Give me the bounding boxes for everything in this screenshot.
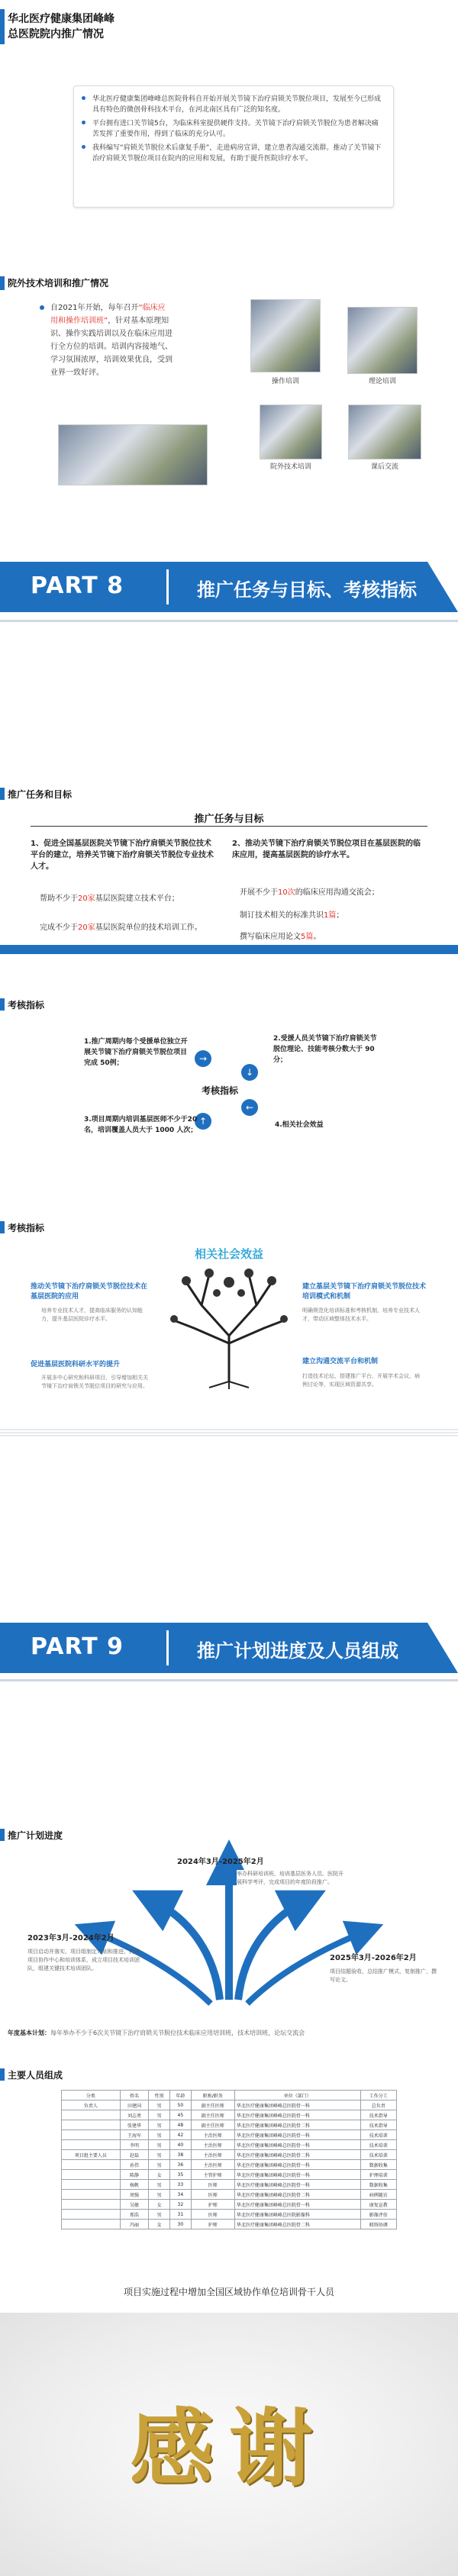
table-cell: 周强 — [120, 2190, 149, 2200]
part9-underline — [0, 1679, 458, 1681]
table-cell: 陈静 — [120, 2170, 149, 2180]
table-cell: 主治医师 — [191, 2150, 234, 2160]
table-header-row — [62, 2091, 397, 2100]
intro-bullet-1: 华北医疗健康集团峰峰总医院骨科自开始开展关节镜下治疗肩锁关节脱位项目，发展至今已形成具有特色的微创骨科技术平台，在河北南区具有广泛的知名度。 — [92, 95, 382, 114]
table-header-cell: 姓名 — [120, 2091, 149, 2100]
table-cell: 冯丽 — [120, 2220, 149, 2229]
table-cell: 医师 — [191, 2210, 234, 2220]
benefit-left1-text: 培养专业技术人才，提高临床服务的认知能力，提升基层医院诊疗水平。 — [41, 1307, 143, 1322]
caption-operation-training: 操作培训 — [271, 378, 299, 385]
plan-annual — [8, 2029, 450, 2037]
table-cell: 医师 — [191, 2180, 234, 2190]
benefit-section-title: 考核指标 — [8, 1223, 45, 1233]
table-cell: 李明 — [120, 2140, 149, 2150]
table-cell: 男 — [149, 2130, 170, 2140]
plan-annual-label: 年度基本计划： — [8, 2030, 50, 2036]
goals-right-item-2 — [240, 908, 431, 920]
members-table-body — [62, 2100, 397, 2229]
table-cell: 45 — [169, 2110, 191, 2120]
table-cell: 主管护师 — [191, 2170, 234, 2180]
section-accent-bar — [0, 998, 5, 1011]
tree-canopy — [174, 1275, 284, 1381]
table-cell: 男 — [149, 2190, 170, 2200]
goals-right-item-3-post: 。 — [313, 933, 321, 941]
benefit-right2-text: 打造技术论坛，搭建推广平台，开展学术会议，病例讨论等，实现区域资源共享。 — [302, 1373, 420, 1388]
table-header-cell: 工作分工 — [360, 2091, 396, 2100]
goals-left-item-1-pre: 帮助不少于 — [40, 895, 78, 903]
arrow-left-icon: ← — [241, 1099, 258, 1116]
table-cell: 副主任医师 — [191, 2120, 234, 2130]
table-cell: 华北医疗健康集团峰峰总医院骨二科 — [234, 2220, 360, 2229]
table-cell: 主治医师 — [191, 2160, 234, 2170]
tree-illustration — [163, 1259, 295, 1389]
caption-theory-training: 理论培训 — [368, 378, 396, 385]
assess-item-4: 4.相关社会效益 — [275, 1121, 324, 1129]
training-text-highlight: “临床应用和操作培训班” — [50, 304, 166, 325]
goals-left-item-2-post: 基层医院单位的技术培训工作。 — [95, 924, 202, 932]
table-header-cell: 职称/职务 — [191, 2091, 234, 2100]
plan-left-period: 2023年3月-2024年2月 — [27, 1934, 114, 1942]
table-cell: 华北医疗健康集团峰峰总医院骨二科 — [234, 2190, 360, 2200]
table-cell: 主治医师 — [191, 2140, 234, 2150]
goals-right-item-1-post: 的临床应用沟通交流会； — [295, 888, 379, 897]
table-cell: 负责人 — [62, 2100, 121, 2110]
arrow-down-icon: ↓ — [241, 1064, 258, 1081]
section-accent-bar — [0, 1221, 5, 1233]
goals-right-item-3-pre: 撰写临床应用论文 — [240, 933, 301, 941]
caption-after-class: 课后交流 — [370, 463, 398, 471]
part9-label: PART 9 — [31, 1633, 124, 1660]
training-text — [50, 301, 173, 379]
table-cell: 主治医师 — [191, 2130, 234, 2140]
table-cell: 33 — [169, 2180, 191, 2190]
table-row — [62, 2130, 397, 2140]
benefit-left1-title: 推动关节镜下治疗肩锁关节脱位技术在基层医院的应用 — [31, 1283, 148, 1301]
table-cell: 副主任医师 — [191, 2110, 234, 2120]
part8-divider — [166, 569, 169, 605]
table-cell — [62, 2210, 121, 2220]
table-cell: 36 — [169, 2160, 191, 2170]
table-cell: 男 — [149, 2160, 170, 2170]
goals-right-item-2-hl: 1篇 — [324, 911, 337, 920]
table-row — [62, 2220, 397, 2229]
table-cell: 男 — [149, 2100, 170, 2110]
assess-item-1: 1.推广周期内每个受援单位独立开展关节镜下治疗肩锁关节脱位项目完成 50例； — [84, 1038, 188, 1067]
photo-operation-training — [250, 299, 321, 372]
table-cell: 30 — [169, 2220, 191, 2229]
bullet-dot — [82, 121, 85, 124]
training-title: 院外技术培训和推广情况 — [8, 278, 109, 289]
assess-item-3: 3.项目周期内培训基层医师不少于20名，培训覆盖人员大于 1000 人次； — [84, 1116, 198, 1134]
benefit-title: 相关社会效益 — [194, 1247, 263, 1261]
table-row — [62, 2150, 397, 2160]
section-accent-bar — [0, 788, 5, 800]
table-header-cell: 分类 — [62, 2091, 121, 2100]
section-accent-bar — [0, 276, 5, 290]
table-cell: 男 — [149, 2120, 170, 2130]
goals-title-line — [31, 826, 427, 827]
table-row — [62, 2140, 397, 2150]
part8-banner — [0, 562, 458, 612]
plan-mid-text: 举办科研培训班，培训基层医务人员。医院开展科学考评，完成项目的年度阶段推广。 — [237, 1871, 344, 1885]
table-cell: 华北医疗健康集团峰峰总医院骨一科 — [234, 2100, 360, 2110]
goals-box-title: 推广任务与目标 — [194, 814, 264, 825]
bullet-dot — [82, 96, 85, 100]
table-row — [62, 2110, 397, 2120]
part8-corner — [427, 562, 458, 612]
table-cell: 华北医疗健康集团峰峰总医院骨一科 — [234, 2140, 360, 2150]
tree-leaves — [170, 1269, 288, 1323]
bullet-dot — [40, 305, 44, 310]
page-title-line1: 华北医疗健康集团峰峰 — [8, 13, 114, 25]
members-footer: 项目实施过程中增加全国区域协作单位培训骨干人员 — [123, 2287, 334, 2297]
goals-left-item-2 — [40, 920, 223, 932]
table-cell: 华北医疗健康集团峰峰总医院骨一科 — [234, 2180, 360, 2190]
goals-right-item-1 — [240, 885, 431, 897]
table-cell — [62, 2170, 121, 2180]
table-cell — [62, 2180, 121, 2190]
table-cell — [62, 2140, 121, 2150]
table-cell: 护师 — [191, 2200, 234, 2210]
assess-center-title: 考核指标 — [202, 1085, 239, 1096]
table-cell: 杨帆 — [120, 2180, 149, 2190]
table-cell — [62, 2160, 121, 2170]
arrow-up-icon: ↑ — [195, 1113, 211, 1130]
table-cell: 副主任医师 — [191, 2100, 234, 2110]
goals-left-head: 1、促进全国基层医院关节镜下治疗肩锁关节脱位技术平台的建立，培养关节镜下治疗肩锁关节脱位专业技术人才。 — [31, 840, 214, 871]
members-section-title: 主要人员组成 — [8, 2070, 63, 2081]
table-cell: 孙伟 — [120, 2160, 149, 2170]
table-cell: 男 — [149, 2110, 170, 2120]
plan-section-title: 推广计划进度 — [8, 1830, 63, 1841]
benefit-left2-text: 开展多中心研究和科研项目，引导增加相关关节镜下治疗肩锁关节脱位项目的研究与应用。 — [41, 1375, 148, 1389]
goals-left-item-2-hl: 20家 — [78, 924, 95, 932]
goals-left-item-1-hl: 20家 — [78, 895, 95, 903]
part9-banner — [0, 1623, 458, 1673]
photo-after-class — [348, 405, 421, 459]
table-row — [62, 2160, 397, 2170]
table-cell: 42 — [169, 2130, 191, 2140]
photo-external-training — [260, 405, 322, 459]
goals-bottom-strip — [0, 945, 458, 954]
table-cell: 40 — [169, 2140, 191, 2150]
table-cell: 女 — [149, 2170, 170, 2180]
table-row — [62, 2190, 397, 2200]
table-row — [62, 2200, 397, 2210]
photo-group — [58, 424, 208, 485]
assess-item-2: 2.受援人员关节镜下治疗肩锁关节脱位理论、技能考核分数大于 90 分； — [273, 1035, 377, 1064]
caption-external-training: 院外技术培训 — [269, 463, 311, 471]
thanks-text: 感谢 — [130, 2399, 328, 2497]
table-cell: 华北医疗健康集团峰峰总医院骨二科 — [234, 2150, 360, 2160]
table-cell: 华北医疗健康集团峰峰总医院骨一科 — [234, 2200, 360, 2210]
goals-right-item-2-post: ； — [336, 911, 344, 920]
table-cell: 男 — [149, 2140, 170, 2150]
goals-section-title: 推广任务和目标 — [8, 789, 73, 800]
plan-right-text: 项目结题验收，总结推广模式，复制推广，撰写论文。 — [330, 1968, 437, 1983]
table-cell: 华北医疗健康集团峰峰总医院骨二科 — [234, 2120, 360, 2130]
table-row — [62, 2100, 397, 2110]
table-cell: 项目组主要人员 — [62, 2150, 121, 2160]
goals-left-item-1 — [40, 891, 223, 903]
table-cell: 病例随访 — [360, 2190, 396, 2200]
table-cell: 技术指导 — [360, 2120, 396, 2130]
table-cell: 男 — [149, 2180, 170, 2190]
table-cell — [62, 2220, 121, 2229]
arrow-right-icon: → — [195, 1050, 211, 1067]
table-cell: 女 — [149, 2220, 170, 2229]
table-cell: 数据收集 — [360, 2180, 396, 2190]
table-cell: 田建国 — [120, 2100, 149, 2110]
plan-annual-text: 每年举办不少于6次关节镜下治疗肩锁关节脱位技术临床应用培训班，技术培训班，论坛交流会 — [50, 2030, 305, 2036]
tree-roots — [209, 1381, 249, 1389]
table-cell: 技术指导 — [360, 2110, 396, 2120]
table-header-cell: 单位（部门） — [234, 2091, 360, 2100]
bullet-dot — [82, 145, 85, 149]
table-cell: 王海军 — [120, 2130, 149, 2140]
intro-bullet-2: 平台拥有进口关节镜5台，为临床科室提供硬件支持。关节镜下治疗肩锁关节脱位为患者解决痛苦发挥了重要作用，得到了临床的充分认可。 — [92, 120, 379, 138]
table-cell: 华北医疗健康集团峰峰总医院骨一科 — [234, 2160, 360, 2170]
benefit-right1-text: 明确规范化培训标准和考核机制，培养专业技术人才，带动区域整体技术水平。 — [302, 1307, 420, 1322]
table-cell: 技术培训 — [360, 2130, 396, 2140]
table-cell: 50 — [169, 2100, 191, 2110]
table-cell: 48 — [169, 2120, 191, 2130]
table-cell: 吴敏 — [120, 2200, 149, 2210]
goals-right-item-1-hl: 10次 — [278, 888, 295, 897]
table-cell: 男 — [149, 2210, 170, 2220]
table-cell: 32 — [169, 2200, 191, 2210]
table-cell: 技术培训 — [360, 2150, 396, 2160]
table-cell: 数据收集 — [360, 2160, 396, 2170]
table-cell — [62, 2120, 121, 2130]
part8-underline — [0, 620, 458, 622]
table-cell: 35 — [169, 2170, 191, 2180]
table-cell: 护理培训 — [360, 2170, 396, 2180]
table-header-cell: 性别 — [149, 2091, 170, 2100]
table-cell — [62, 2130, 121, 2140]
training-text-suffix: ，针对基本原理知识、操作实践培训以及在临床应用进行全方位的培训。培训内容接地气、学习氛围浓厚，培训效果优良，受到业界一致好评。 — [50, 317, 173, 377]
table-cell — [62, 2110, 121, 2120]
table-row — [62, 2120, 397, 2130]
table-cell: 技术培训 — [360, 2140, 396, 2150]
goals-left-item-1-post: 基层医院建立技术平台； — [95, 895, 179, 903]
benefit-right1-title: 建立基层关节镜下治疗肩锁关节脱位技术培训模式和机制 — [302, 1283, 427, 1301]
photo-theory-training — [347, 307, 418, 374]
table-cell: 34 — [169, 2190, 191, 2200]
part9-corner — [427, 1623, 458, 1673]
part8-title: 推广任务与目标、考核指标 — [197, 579, 417, 601]
table-cell: 女 — [149, 2200, 170, 2210]
part9-divider — [166, 1630, 169, 1665]
members-table — [61, 2090, 397, 2229]
training-text-prefix: 自2021年开始，每年召开 — [50, 304, 139, 312]
page-title-line2: 总医院院内推广情况 — [8, 28, 104, 40]
part8-label: PART 8 — [31, 572, 124, 599]
section-accent-bar — [0, 2068, 5, 2081]
benefit-right2-title: 建立沟通交流平台和机制 — [302, 1358, 379, 1365]
plan-left-text: 项目启动并落实，项目组制定计划和推进，构建项目协作中心和培训体系，成立项目技术培训团队，组建关键技术培训团队。 — [27, 1949, 140, 1971]
table-cell: 医师 — [191, 2190, 234, 2200]
table-cell: 护师 — [191, 2220, 234, 2229]
section-accent-bar — [0, 9, 5, 44]
table-cell: 赵磊 — [120, 2150, 149, 2160]
table-cell — [62, 2200, 121, 2210]
goals-left-item-2-pre: 完成不少于 — [40, 924, 78, 932]
table-cell: 华北医疗健康集团峰峰总医院骨一科 — [234, 2170, 360, 2180]
table-cell: 郑浩 — [120, 2210, 149, 2220]
table-cell: 38 — [169, 2150, 191, 2160]
table-row — [62, 2170, 397, 2180]
table-cell: 华北医疗健康集团峰峰总医院骨一科 — [234, 2130, 360, 2140]
intro-bullet-3: 我科编写“肩锁关节脱位术后康复手册”，走进病房宣讲，建立患者沟通交流群。推动了关节镜下治疗肩锁关节脱位项目在院内的应用和发展，有助于提升医院诊疗水平。 — [92, 144, 382, 163]
table-cell: 男 — [149, 2150, 170, 2160]
table-cell: 刘志勇 — [120, 2110, 149, 2120]
part9-title: 推广计划进度及人员组成 — [197, 1640, 398, 1662]
table-row — [62, 2210, 397, 2220]
table-cell: 华北医疗健康集团峰峰总医院骨一科 — [234, 2110, 360, 2120]
goals-right-item-1-pre: 开展不少于 — [240, 888, 278, 897]
assess-section-title: 考核指标 — [8, 1000, 45, 1011]
plan-right-period: 2025年3月-2026年2月 — [330, 1954, 417, 1962]
table-cell: 康复宣教 — [360, 2200, 396, 2210]
goals-right-item-3 — [240, 930, 431, 941]
table-cell — [62, 2190, 121, 2200]
table-row — [62, 2180, 397, 2190]
table-cell: 总负责 — [360, 2100, 396, 2110]
table-header-cell: 年龄 — [169, 2091, 191, 2100]
benefit-left2-title: 促进基层医院科研水平的提升 — [31, 1361, 121, 1369]
table-cell: 31 — [169, 2210, 191, 2220]
table-cell: 张建华 — [120, 2120, 149, 2130]
benefit-grey-lines — [0, 1429, 458, 1436]
plan-mid-period: 2024年3月-2025年2月 — [177, 1858, 264, 1866]
goals-right-item-3-hl: 5篇 — [301, 933, 314, 941]
table-cell: 华北医疗健康集团峰峰总医院影像科 — [234, 2210, 360, 2220]
goals-right-head: 2、推动关节镜下治疗肩锁关节脱位项目在基层医院的临床应用，提高基层医院的诊疗水平。 — [232, 840, 421, 859]
table-cell: 联络协调 — [360, 2220, 396, 2229]
intro-card — [73, 85, 394, 208]
table-cell: 影像评估 — [360, 2210, 396, 2220]
goals-right-item-2-pre: 制订技术相关的标准共识 — [240, 911, 324, 920]
